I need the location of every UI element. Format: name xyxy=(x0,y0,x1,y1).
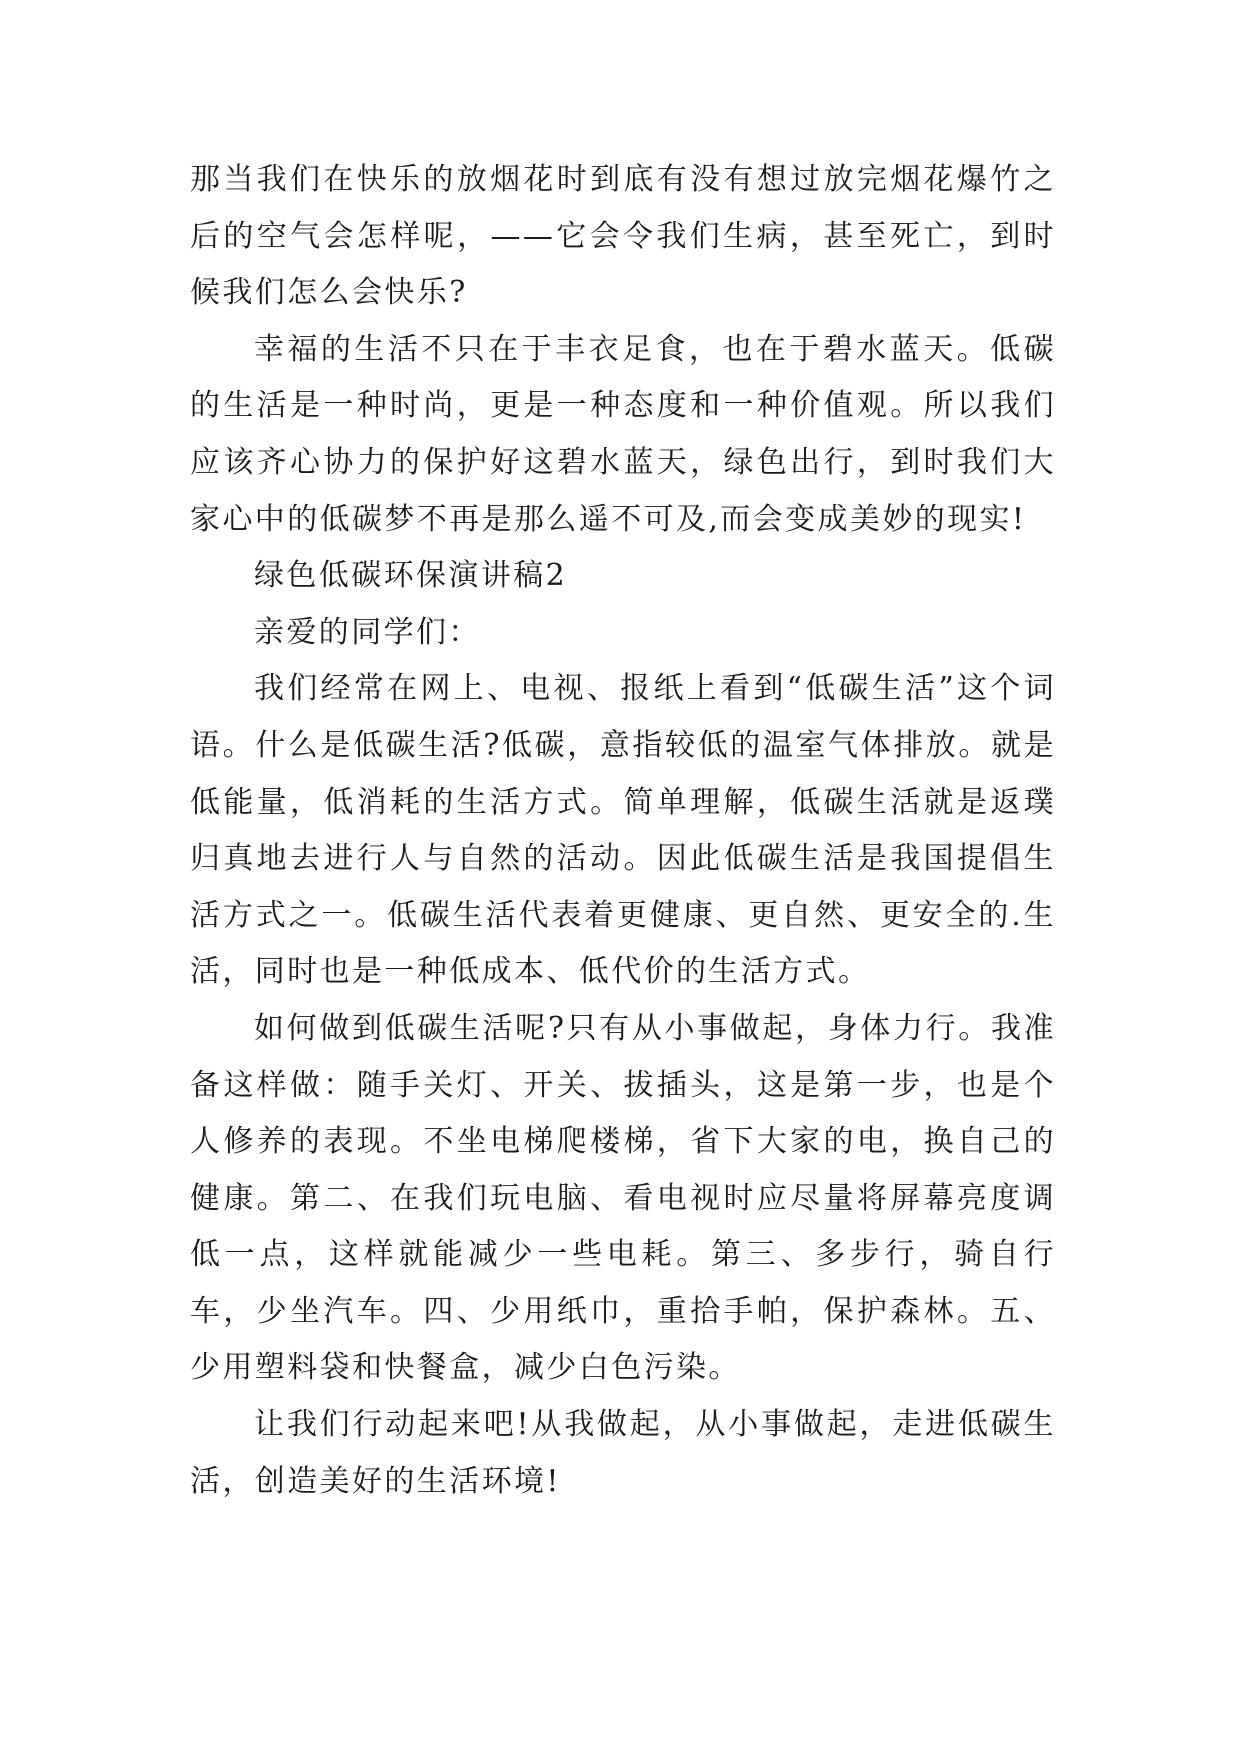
document-body xyxy=(190,152,1056,1510)
paragraph-5: 让我们行动起来吧!从我做起，从小事做起，走进低碳生活，创造美好的生活环境! xyxy=(190,1407,1056,1499)
salutation: 亲爱的同学们： xyxy=(254,614,481,650)
paragraph-3: 我们经常在网上、电视、报纸上看到“低碳生活”这个词语。什么是低碳生活?低碳，意指较低的温室气体排放。就是低能量，低消耗的生活方式。简单理解，低碳生活就是返璞归真地去进行人与自然的活动。因此低碳生活是我国提倡生活方式之一。低碳生活代表着更健康、更自然、更安全的.生活，同时也是一种低成本、低代价的生活方式。 xyxy=(190,671,1056,990)
paragraph-2: 幸福的生活不只在于丰衣足食，也在于碧水蓝天。低碳的生活是一种时尚，更是一种态度和一种价值观。所以我们应该齐心协力的保护好这碧水蓝天，绿色出行，到时我们大家心中的低碳梦不再是那么遥不可及,而会变成美妙的现实! xyxy=(190,331,1056,537)
paragraph-1: 那当我们在快乐的放烟花时到底有没有想过放完烟花爆竹之后的空气会怎样呢，——它会令我们生病，甚至死亡，到时候我们怎么会快乐? xyxy=(190,162,1056,311)
speech-title: 绿色低碳环保演讲稿2 xyxy=(254,558,568,594)
paragraph-4: 如何做到低碳生活呢?只有从小事做起，身体力行。我准备这样做：随手关灯、开关、拔插头，这是第一步，也是个人修养的表现。不坐电梯爬楼梯，省下大家的电，换自己的健康。第二、在我们玩电脑、看电视时应尽量将屏幕亮度调低一点，这样就能减少一些电耗。第三、多步行，骑自行车，少坐汽车。四、少用纸巾，重拾手帕，保护森林。五、少用塑料袋和快餐盒，减少白色污染。 xyxy=(190,1010,1056,1386)
